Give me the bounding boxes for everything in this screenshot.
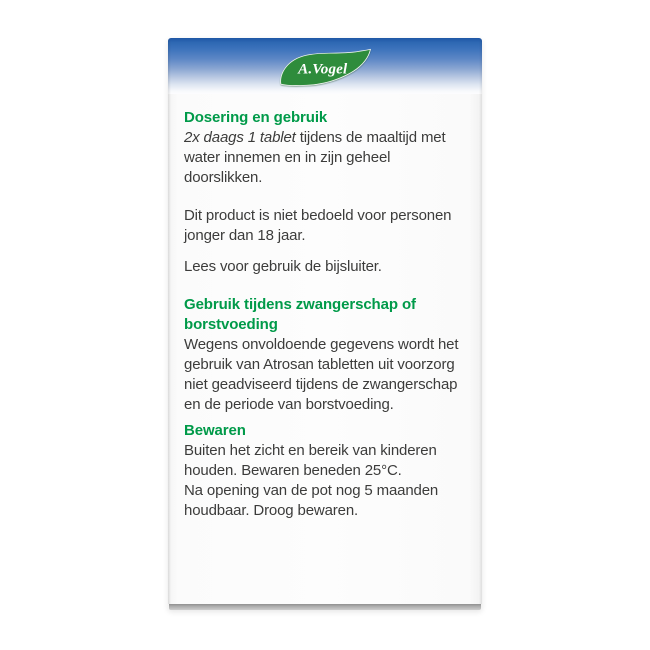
zwangerschap-body: Wegens onvoldoende gegevens wordt het gebruik van Atrosan tabletten uit voorzorg niet geadviseerd tijdens de zwangerschap en de periode van borstvoeding. [184, 336, 459, 413]
bewaren-line-storage: Buiten het zicht en bereik van kinderen houden. Bewaren beneden 25°C. [184, 442, 437, 479]
dosering-heading: Dosering en gebruik [184, 109, 328, 126]
panel-text [184, 108, 470, 521]
avogel-logo-text: A.Vogel [298, 61, 348, 78]
avogel-leaf-icon [279, 49, 371, 87]
box-bottom-edge [169, 604, 481, 610]
section-zwangerschap [184, 295, 470, 415]
dosage-rest: tijdens de maaltijd met water innemen en in zijn geheel doorslikken. [184, 129, 446, 186]
zwangerschap-heading: Gebruik tijdens zwangerschap of borstvoeding [184, 296, 416, 333]
bewaren-heading: Bewaren [184, 422, 246, 439]
box-right-edge [479, 38, 482, 604]
dosage-emphasis: 2x daags 1 tablet [184, 129, 296, 146]
product-box-back-panel [168, 38, 482, 610]
section-dosering [184, 108, 470, 277]
age-restriction-note: Dit product is niet bedoeld voor personen jonger dan 18 jaar. [184, 207, 452, 244]
section-bewaren [184, 421, 470, 521]
bewaren-line-shelflife: Na opening van de pot nog 5 maanden houdbaar. Droog bewaren. [184, 482, 439, 519]
leaflet-note: Lees voor gebruik de bijsluiter. [184, 258, 382, 275]
dosage-instructions [184, 128, 470, 188]
box-left-edge [168, 38, 171, 604]
avogel-logo [279, 49, 371, 87]
